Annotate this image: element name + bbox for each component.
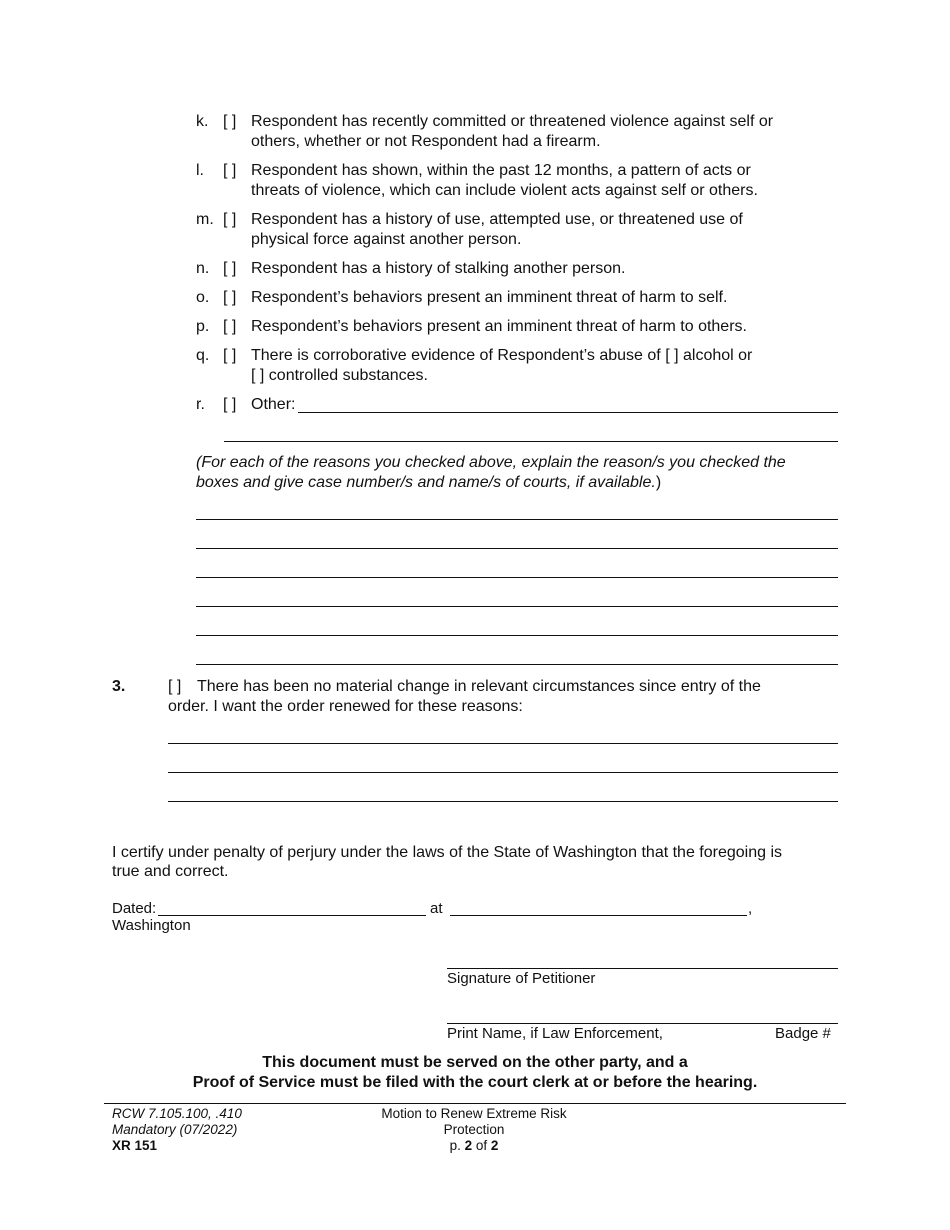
item-text-line: Respondent has a history of stalking another person. bbox=[251, 260, 626, 277]
certification: I certify under penalty of perjury under the laws of the State of Washington that the foregoing is true and correct. bbox=[112, 844, 783, 880]
footer-left bbox=[112, 1106, 242, 1154]
checkbox[interactable]: [ ] bbox=[223, 396, 237, 413]
item-letter: r. bbox=[196, 396, 205, 413]
item-letter: l. bbox=[196, 162, 204, 179]
item-text-line: threats of violence, which can include violent acts against self or others. bbox=[251, 182, 758, 199]
checkbox[interactable]: [ ] bbox=[223, 113, 237, 130]
footer-divider bbox=[104, 1103, 846, 1104]
explain-line[interactable] bbox=[196, 606, 838, 607]
other-input-line[interactable] bbox=[298, 412, 838, 413]
reasons-line[interactable] bbox=[168, 801, 838, 802]
explain-line[interactable] bbox=[196, 664, 838, 665]
item-letter: q. bbox=[196, 347, 210, 364]
section-3-checkbox[interactable]: [ ] bbox=[168, 678, 182, 695]
item-text-line: There is corroborative evidence of Respondent’s abuse of bbox=[251, 347, 661, 364]
state-label: Washington bbox=[112, 917, 191, 934]
badge-label: Badge # bbox=[775, 1025, 831, 1042]
item-text-line: Respondent has recently committed or threatened violence against self or bbox=[251, 113, 774, 130]
footer-title: Motion to Renew Extreme Risk bbox=[381, 1106, 567, 1121]
item-text-line: Respondent has shown, within the past 12 months, a pattern of acts or bbox=[251, 162, 751, 179]
checkbox[interactable]: [ ] bbox=[223, 289, 237, 306]
footer-mandatory: Mandatory (07/2022) bbox=[112, 1122, 238, 1137]
item-text-line: Respondent has a history of use, attempted use, or threatened use of bbox=[251, 211, 743, 228]
date-input-line[interactable] bbox=[158, 915, 426, 916]
signature-label: Signature of Petitioner bbox=[447, 970, 596, 987]
at-label: at bbox=[430, 900, 443, 917]
item-letter: p. bbox=[196, 318, 210, 335]
comma: , bbox=[748, 900, 753, 917]
item-text-line: Respondent’s behaviors present an imminent threat of harm to others. bbox=[251, 318, 747, 335]
item-letter: k. bbox=[196, 113, 209, 130]
signature-line[interactable] bbox=[447, 968, 838, 969]
checkbox[interactable]: [ ] bbox=[223, 211, 237, 228]
print-name-line[interactable] bbox=[447, 1023, 838, 1024]
checkbox[interactable]: [ ] bbox=[223, 318, 237, 335]
item-text-line: Respondent’s behaviors present an imminent threat of harm to self. bbox=[251, 289, 728, 306]
item-letter: m. bbox=[196, 211, 214, 228]
footer-center bbox=[355, 1106, 593, 1154]
section-3-text: There has been no material change in relevant circumstances since entry of the order. I want the order renewed for these reasons: bbox=[168, 678, 761, 715]
checkbox[interactable]: [ ] bbox=[223, 347, 237, 364]
section-3-number: 3. bbox=[112, 678, 126, 695]
reasons-line[interactable] bbox=[168, 743, 838, 744]
checkbox[interactable]: [ ] bbox=[223, 162, 237, 179]
city-input-line[interactable] bbox=[450, 915, 747, 916]
item-text-alcohol: alcohol or bbox=[682, 347, 753, 364]
explain-line[interactable] bbox=[196, 519, 838, 520]
explain-instructions: (For each of the reasons you checked above, explain the reason/s you checked the boxes and give case number/s and name/s of courts, if available.) bbox=[196, 454, 786, 491]
footer-page: p. 2 of 2 bbox=[449, 1138, 499, 1153]
alcohol-checkbox[interactable]: [ ] bbox=[665, 347, 679, 364]
print-name-label: Print Name, if Law Enforcement, bbox=[447, 1025, 663, 1042]
item-text-line: others, whether or not Respondent had a firearm. bbox=[251, 133, 601, 150]
dated-label: Dated: bbox=[112, 900, 157, 917]
footer-rcw: RCW 7.105.100, .410 bbox=[112, 1106, 242, 1121]
other-input-line-2[interactable] bbox=[224, 441, 838, 442]
service-notice: This document must be served on the other party, and a Proof of Service must be filed with the court clerk at or before the hearing. bbox=[192, 1054, 758, 1091]
item-letter: n. bbox=[196, 260, 210, 277]
footer-form-number: XR 151 bbox=[112, 1138, 158, 1153]
explain-line[interactable] bbox=[196, 548, 838, 549]
item-text-line: physical force against another person. bbox=[251, 231, 522, 248]
checkbox[interactable]: [ ] bbox=[223, 260, 237, 277]
reasons-line[interactable] bbox=[168, 772, 838, 773]
controlled-substances-checkbox[interactable]: [ ] bbox=[251, 367, 265, 384]
item-text-substances: controlled substances. bbox=[268, 367, 428, 384]
explain-line[interactable] bbox=[196, 635, 838, 636]
item-letter: o. bbox=[196, 289, 210, 306]
other-label: Other: bbox=[251, 396, 296, 413]
footer-title-2: Protection bbox=[443, 1122, 505, 1137]
explain-line[interactable] bbox=[196, 577, 838, 578]
